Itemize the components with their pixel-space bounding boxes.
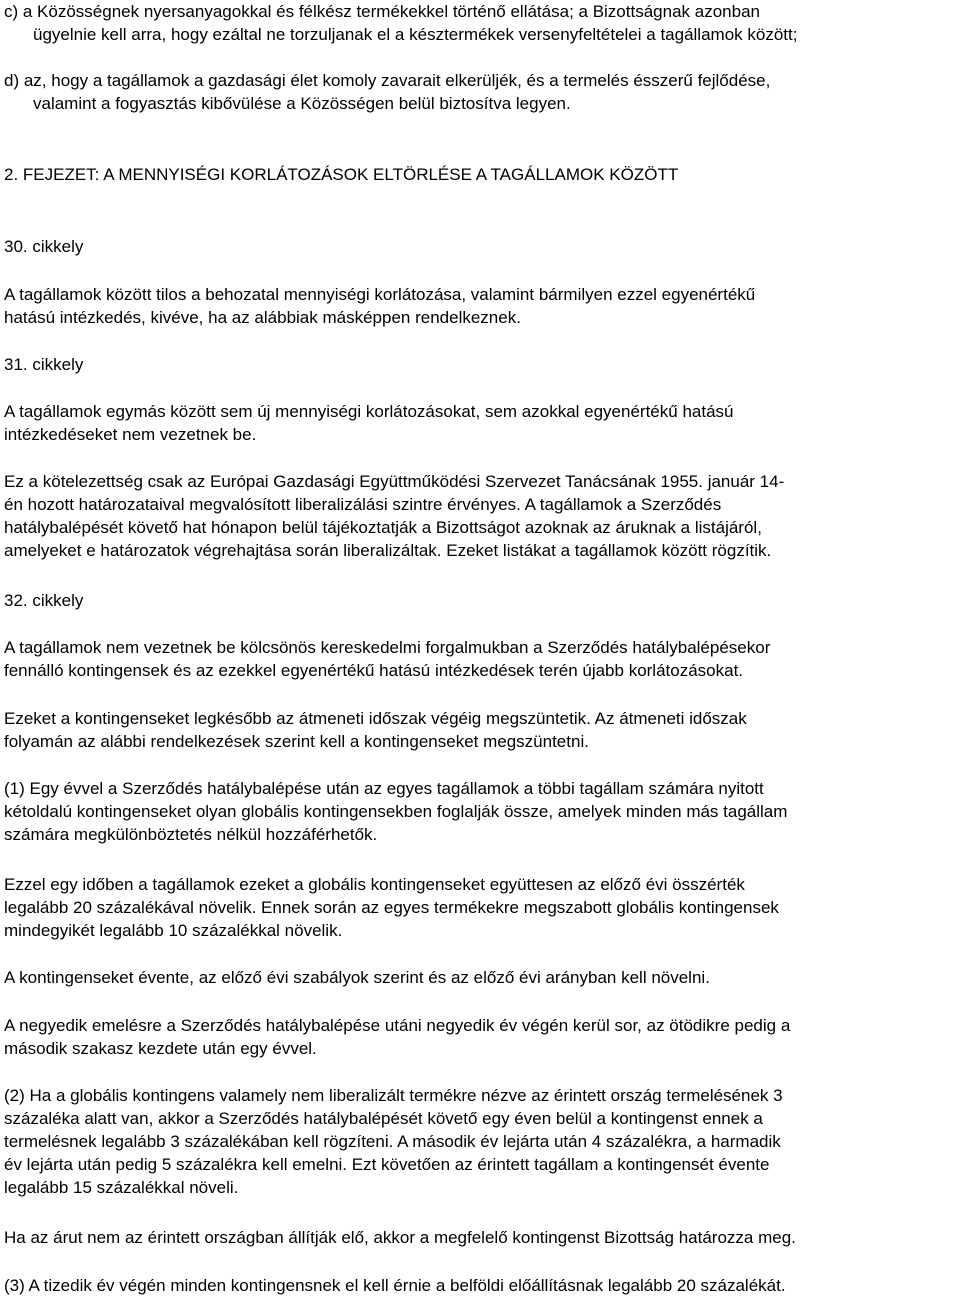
text-line: (2) Ha a globális kontingens valamely nem liberalizált termékre nézve az érintett ország termelésének 3 <box>4 1086 783 1105</box>
text-line: Ez a kötelezettség csak az Európai Gazdasági Együttműködési Szervezet Tanácsának 1955. január 14- <box>4 472 785 491</box>
text-line: százaléka alatt van, akkor a Szerződés hatálybalépését követő egy éven belül a kontingenst ennek a <box>4 1109 763 1128</box>
paragraph <box>4 1226 956 1249</box>
text-line: d) az, hogy a tagállamok a gazdasági élet komoly zavarait elkerüljék, és a termelés ésszerű fejlődése, <box>4 71 771 90</box>
text-line: Ezeket a kontingenseket legkésőbb az átmeneti időszak végéig megszüntetik. Az átmeneti időszak <box>4 709 747 728</box>
article-title-32 <box>4 589 956 612</box>
text-line: amelyeket e határozatok végrehajtása során liberalizáltak. Ezeket listákat a tagállamok között rögzítik. <box>4 541 772 560</box>
paragraph <box>4 283 956 329</box>
article-title: 32. cikkely <box>4 591 84 610</box>
text-line: (3) A tizedik év végén minden kontingensnek el kell érnie a belföldi előállításnak legalább 20 százalékát. <box>4 1276 786 1295</box>
paragraph <box>4 707 956 753</box>
paragraph <box>4 873 956 942</box>
article-title-31 <box>4 353 956 376</box>
text-line: (1) Egy évvel a Szerződés hatálybalépése után az egyes tagállamok a többi tagállam számára nyitott <box>4 779 764 798</box>
paragraph <box>4 1084 956 1199</box>
paragraph <box>4 1014 956 1060</box>
text-line: intézkedéseket nem vezetnek be. <box>4 425 257 444</box>
text-line: A kontingenseket évente, az előző évi szabályok szerint és az előző évi arányban kell növelni. <box>4 968 710 987</box>
text-line: A negyedik emelésre a Szerződés hatálybalépése utáni negyedik év végén kerül sor, az ötödikre pedig a <box>4 1016 791 1035</box>
text-line: ügyelnie kell arra, hogy ezáltal ne torzuljanak el a késztermékek versenyfeltételei a tagállamok között; <box>33 25 798 44</box>
text-line: valamint a fogyasztás kibővülése a Közösségen belül biztosítva legyen. <box>33 94 571 113</box>
text-line: A tagállamok egymás között sem új mennyiségi korlátozásokat, sem azokkal egyenértékű hatású <box>4 402 734 421</box>
text-line: év lejárta után pedig 5 százalékra kell emelni. Ezt követően az érintett tagállam a kontingensét évente <box>4 1155 770 1174</box>
list-item-c <box>4 0 956 46</box>
text-line: számára megkülönböztetés nélkül hozzáférhetők. <box>4 825 378 844</box>
text-line: Ha az árut nem az érintett országban állítják elő, akkor a megfelelő kontingenst Bizottság határozza meg. <box>4 1228 796 1247</box>
chapter-heading-text: 2. FEJEZET: A MENNYISÉGI KORLÁTOZÁSOK ELTÖRLÉSE A TAGÁLLAMOK KÖZÖTT <box>4 165 679 184</box>
paragraph <box>4 636 956 682</box>
paragraph <box>4 777 956 846</box>
article-title: 31. cikkely <box>4 355 84 374</box>
article-title-30 <box>4 235 956 258</box>
text-line: én hozott határozataival megvalósított liberalizálási szintre érvényes. A tagállamok a Szerződés <box>4 495 722 514</box>
text-line: második szakasz kezdete után egy évvel. <box>4 1039 317 1058</box>
list-item-d <box>4 69 956 115</box>
text-line: hatálybalépését követő hat hónapon belül tájékoztatják a Bizottságot azoknak az áruknak a listájáról, <box>4 518 762 537</box>
text-line: fennálló kontingensek és az ezekkel egyenértékű hatású intézkedések terén újabb korlátozásokat. <box>4 661 744 680</box>
text-line: kétoldalú kontingenseket olyan globális kontingensekben foglalják össze, amelyek minden más tagállam <box>4 802 788 821</box>
text-line: termelésnek legalább 3 százalékában kell rögzíteni. A második év lejárta után 4 százalékra, a harmadik <box>4 1132 781 1151</box>
paragraph <box>4 470 956 562</box>
text-line: Ezzel egy időben a tagállamok ezeket a globális kontingenseket együttesen az előző évi összérték <box>4 875 745 894</box>
paragraph <box>4 1274 956 1297</box>
paragraph <box>4 400 956 446</box>
text-line: legalább 15 százalékkal növeli. <box>4 1178 239 1197</box>
text-line: A tagállamok között tilos a behozatal mennyiségi korlátozása, valamint bármilyen ezzel egyenértékű <box>4 285 756 304</box>
article-title: 30. cikkely <box>4 237 84 256</box>
text-line: legalább 20 százalékával növelik. Ennek során az egyes termékekre megszabott globális kontingensek <box>4 898 779 917</box>
text-line: mindegyikét legalább 10 százalékkal növelik. <box>4 921 343 940</box>
chapter-heading <box>4 163 956 186</box>
text-line: A tagállamok nem vezetnek be kölcsönös kereskedelmi forgalmukban a Szerződés hatálybalépésekor <box>4 638 771 657</box>
text-line: c) a Közösségnek nyersanyagokkal és félkész termékekkel történő ellátása; a Bizottságnak azonban <box>4 2 760 21</box>
paragraph <box>4 966 956 989</box>
text-line: hatású intézkedés, kivéve, ha az alábbiak másképpen rendelkeznek. <box>4 308 521 327</box>
text-line: folyamán az alábbi rendelkezések szerint kell a kontingenseket megszüntetni. <box>4 732 589 751</box>
